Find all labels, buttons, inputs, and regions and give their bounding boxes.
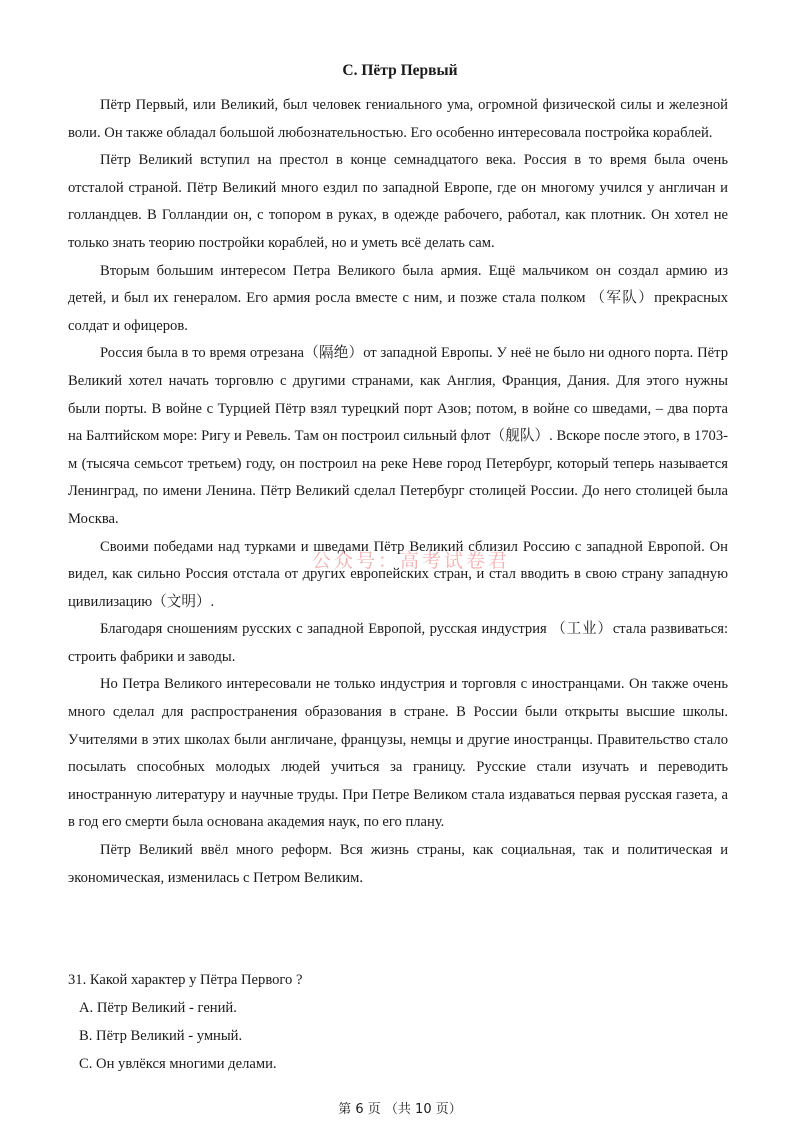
option-b: B. Пётр Великий - умный. <box>79 1028 243 1044</box>
paragraph-1: Пётр Первый, или Великий, был человек гениального ума, огромной физической силы и железной воли. Он также обладал большой любознательностью. Его особенно интересовала постройка кораблей. <box>68 97 728 141</box>
option-a: A. Пётр Великий - гений. <box>79 1000 237 1016</box>
paragraph-3: Вторым большим интересом Петра Великого была армия. Ещё мальчиком он создал армию из детей, и был их генералом. Его армия росла вместе с ним, и позже стала полком （军队）прекрасных солдат и офицеров. <box>68 262 728 334</box>
paragraph-6: Благодаря сношениям русских с западной Европой, русская индустрия （工业）стала развиваться: строить фабрики и заводы. <box>68 621 728 665</box>
passage-body <box>68 92 728 892</box>
paragraph-2: Пётр Великий вступил на престол в конце семнадцатого века. Россия в то время была очень отсталой страной. Пётр Великий много ездил по западной Европе, где он многому учился у англичан и голландцев. В Голландии он, с топором в руках, в одежде рабочего, работал, как плотник. Он хотел не только знать теорию постройки кораблей, но и уметь всё делать сам. <box>68 152 728 251</box>
question-31 <box>68 966 728 1078</box>
paragraph-8: Пётр Великий ввёл много реформ. Вся жизнь страны, как социальная, так и политическая и экономическая, изменилась с Петром Великим. <box>68 842 728 886</box>
question-text: 31. Какой характер у Пётра Первого ? <box>68 972 303 988</box>
option-c: C. Он увлёкся многими делами. <box>79 1056 277 1072</box>
paragraph-7: Но Петра Великого интересовали не только индустрия и торговля с иностранцами. Он также очень много сделал для распространения образования в стране. В России были открыты высшие школы. Учителями в этих школах были англичане, французы, немцы и другие иностранцы. Правительство стало посылать способных молодых людей учиться за границу. Русские стали изучать и переводить иностранную литературу и научные труды. При Петре Великом стала издаваться первая русская газета, а в год его смерти была основана академия наук, по его плану. <box>68 676 728 831</box>
page-footer: 第 6 页 （共 10 页） <box>338 1102 462 1117</box>
paragraph-5: Своими победами над турками и шведами Пётр Великий сблизил Россию с западной Европой. Он видел, как сильно Россия отстала от других европейских стран, и стал вводить в свою страну западную цивилизацию（文明）. <box>68 538 728 610</box>
watermark: 公众号：高考试卷君 <box>312 550 511 572</box>
paragraph-4: Россия была в то время отрезана（隔绝）от западной Европы. У неё не было ни одного порта. Пётр Великий хотел начать торговлю с другими странами, как Англия, Франция, Дания. Для этого нужны были порты. В войне с Турцией Пётр взял турецкий порт Азов; потом, в войне со шведами, – два порта на Балтийском море: Ригу и Ревель. Там он построил сильный флот（舰队）. Вскоре после этого, в 1703-м (тысяча семьсот третьем) году, он построил на реке Неве город Петербург, который теперь называется Ленинград, по имени Ленина. Пётр Великий сделал Петербург столицей России. До него столицей была Москва. <box>68 345 728 527</box>
passage-title: С. Пётр Первый <box>342 62 458 79</box>
